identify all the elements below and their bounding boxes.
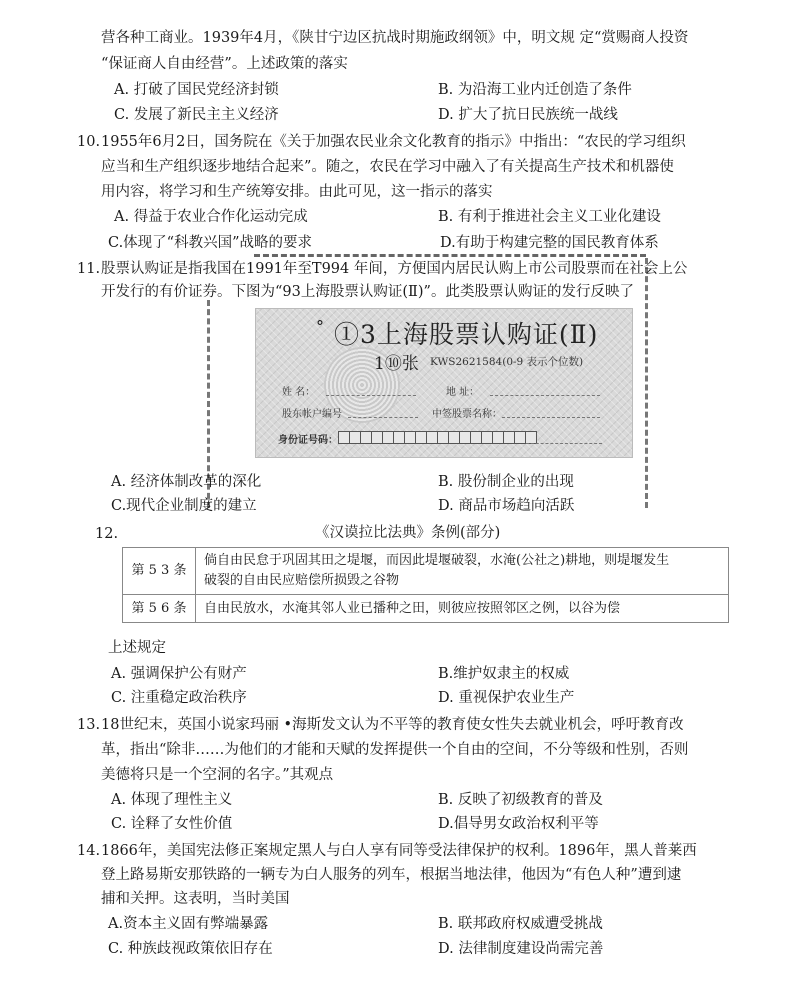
- certificate-title: ①3上海股票认购证(Ⅱ): [334, 320, 599, 349]
- q14-option-b: B. 联邦政府权威遭受挑战: [438, 916, 603, 932]
- q9-option-a: A. 打破了国民党经济封锁: [114, 82, 279, 98]
- q10-stem-line: 1955年6月2日，国务院在《关于加强农民业余文化教育的指示》中指出：“农民的学习组织: [101, 134, 686, 150]
- q13-number: 13.: [77, 717, 101, 733]
- article-text: [196, 548, 729, 595]
- q10-option-a: A. 得益于农业合作化运动完成: [114, 209, 308, 225]
- q12-option-d: D. 重视保护农业生产: [438, 690, 575, 706]
- q12-lead: 上述规定: [108, 640, 166, 656]
- table-row: [123, 548, 729, 595]
- q11-option-a: A. 经济体制改革的深化: [111, 474, 262, 490]
- q9-stem-line: 营各种工商业。1939年4月，《陕甘宁边区抗战时期施政纲领》中，明文规 定“赏赐商人投资: [101, 30, 689, 46]
- q10-number: 10.: [77, 134, 101, 150]
- certificate-quantity: 1⑩张: [374, 354, 419, 374]
- article-text-line: 破裂的自由民应赔偿所损毁之谷物: [204, 573, 400, 588]
- article-text-line: 倘自由民怠于巩固其田之堤堰，而因此堤堰破裂，水淹(公社之)耕地，则堤堰发生: [204, 553, 670, 568]
- q11-stem-line: 股票认购证是指我国在1991年至T994 年间，方便国内居民认购上市公司股票而在社会上公: [101, 261, 688, 277]
- q13-option-b: B. 反映了初级教育的普及: [438, 792, 603, 808]
- q14-option-c: C. 种族歧视政策依旧存在: [108, 941, 273, 957]
- q14-stem-line: 1866年，美国宪法修正案规定黑人与白人享有同等受法律保护的权利。1896年，黑人普莱西: [101, 843, 697, 859]
- table-row: [123, 595, 729, 623]
- q11-number: 11.: [77, 261, 101, 277]
- certificate-lottery-label: 中签股票名称：: [432, 409, 502, 420]
- certificate-id-underline: [526, 443, 602, 444]
- q9-option-d: D. 扩大了抗日民族统一战线: [438, 107, 618, 123]
- certificate-name-label: 姓 名：: [282, 387, 316, 398]
- q10-option-d: D.有助于构建完整的国民教育体系: [440, 235, 659, 251]
- q12-option-b: B.维护奴隶主的权威: [438, 666, 570, 682]
- q11-option-b: B. 股份制企业的出现: [438, 474, 574, 490]
- q13-option-a: A. 体现了理性主义: [111, 792, 233, 808]
- certificate-address-underline: [490, 395, 600, 396]
- article-text: [196, 595, 729, 623]
- figure-dashed-frame-right: [645, 258, 648, 508]
- q9-option-c: C. 发展了新民主主义经济: [114, 107, 279, 123]
- article-text-line: 自由民放水，水淹其邻人业已播种之田，则彼应按照邻区之例，以谷为偿: [204, 600, 621, 616]
- q11-option-d: D. 商品市场趋向活跃: [438, 498, 575, 514]
- q13-stem-line: 美德将只是一个空洞的名字。”其观点: [101, 767, 334, 783]
- q10-option-b: B. 有利于推进社会主义工业化建设: [438, 209, 661, 225]
- certificate-id-boxes: [338, 431, 536, 444]
- statute-table: [122, 547, 729, 623]
- q9-option-b: B. 为沿海工业内迁创造了条件: [438, 82, 632, 98]
- q14-option-d: D. 法律制度建设尚需完善: [438, 941, 604, 957]
- certificate-address-label: 地 址：: [446, 387, 480, 398]
- q13-stem-line: 18世纪末，英国小说家玛丽 •海斯发文认为不平等的教育使女性失去就业机会，呼吁教育改: [101, 717, 684, 733]
- stock-certificate-image: [255, 308, 633, 458]
- q13-option-d: D.倡导男女政治权利平等: [438, 816, 599, 832]
- certificate-account-label: 股东帐户编号: [282, 409, 342, 420]
- certificate-lottery-underline: [502, 417, 600, 418]
- article-number: 第 5 3 条: [123, 548, 196, 595]
- q9-stem-line: “保证商人自由经营”。上述政策的落实: [101, 56, 348, 72]
- q10-stem-line: 用内容，将学习和生产统筹安排。由此可见，这一指示的落实: [101, 184, 493, 200]
- certificate-account-underline: [348, 417, 418, 418]
- q11-option-c: C.现代企业制度的建立: [111, 498, 257, 514]
- certificate-dot: °: [316, 317, 324, 336]
- q10-option-c: C.体现了“科教兴国”战略的要求: [108, 235, 313, 251]
- figure-dashed-frame-top: [254, 254, 646, 257]
- article-number: 第 5 6 条: [123, 595, 196, 623]
- q14-stem-line: 登上路易斯安那铁路的一辆专为白人服务的列车，根据当地法律，他因为“有色人种”遭到逮: [101, 867, 682, 883]
- q13-stem-line: 革，指出“除非……为他们的才能和天赋的发挥提供一个自由的空间，不分等级和性别，否则: [101, 742, 689, 758]
- q11-stem-line: 开发行的有价证券。下图为“93上海股票认购证(Ⅱ)”。此类股票认购证的发行反映了: [101, 284, 634, 300]
- q14-number: 14.: [77, 843, 101, 859]
- q12-option-a: A. 强调保护公有财产: [111, 666, 247, 682]
- certificate-name-underline: [326, 395, 416, 396]
- q10-stem-line: 应当和生产组织逐步地结合起来”。随之，农民在学习中融入了有关提高生产技术和机器使: [101, 159, 674, 175]
- q13-option-c: C. 诠释了女性价值: [111, 816, 233, 832]
- q12-option-c: C. 注重稳定政治秩序: [111, 690, 247, 706]
- q12-number: 12.: [95, 526, 119, 542]
- q14-option-a: A.资本主义固有弊端暴露: [108, 916, 269, 932]
- certificate-id-label: 身份证号码：: [278, 435, 338, 446]
- certificate-serial: KWS2621584(0-9 表示个位数): [430, 356, 584, 368]
- q12-table-title: 《汉谟拉比法典》条例(部分): [315, 525, 501, 541]
- q14-stem-line: 捕和关押。这表明，当时美国: [101, 891, 290, 907]
